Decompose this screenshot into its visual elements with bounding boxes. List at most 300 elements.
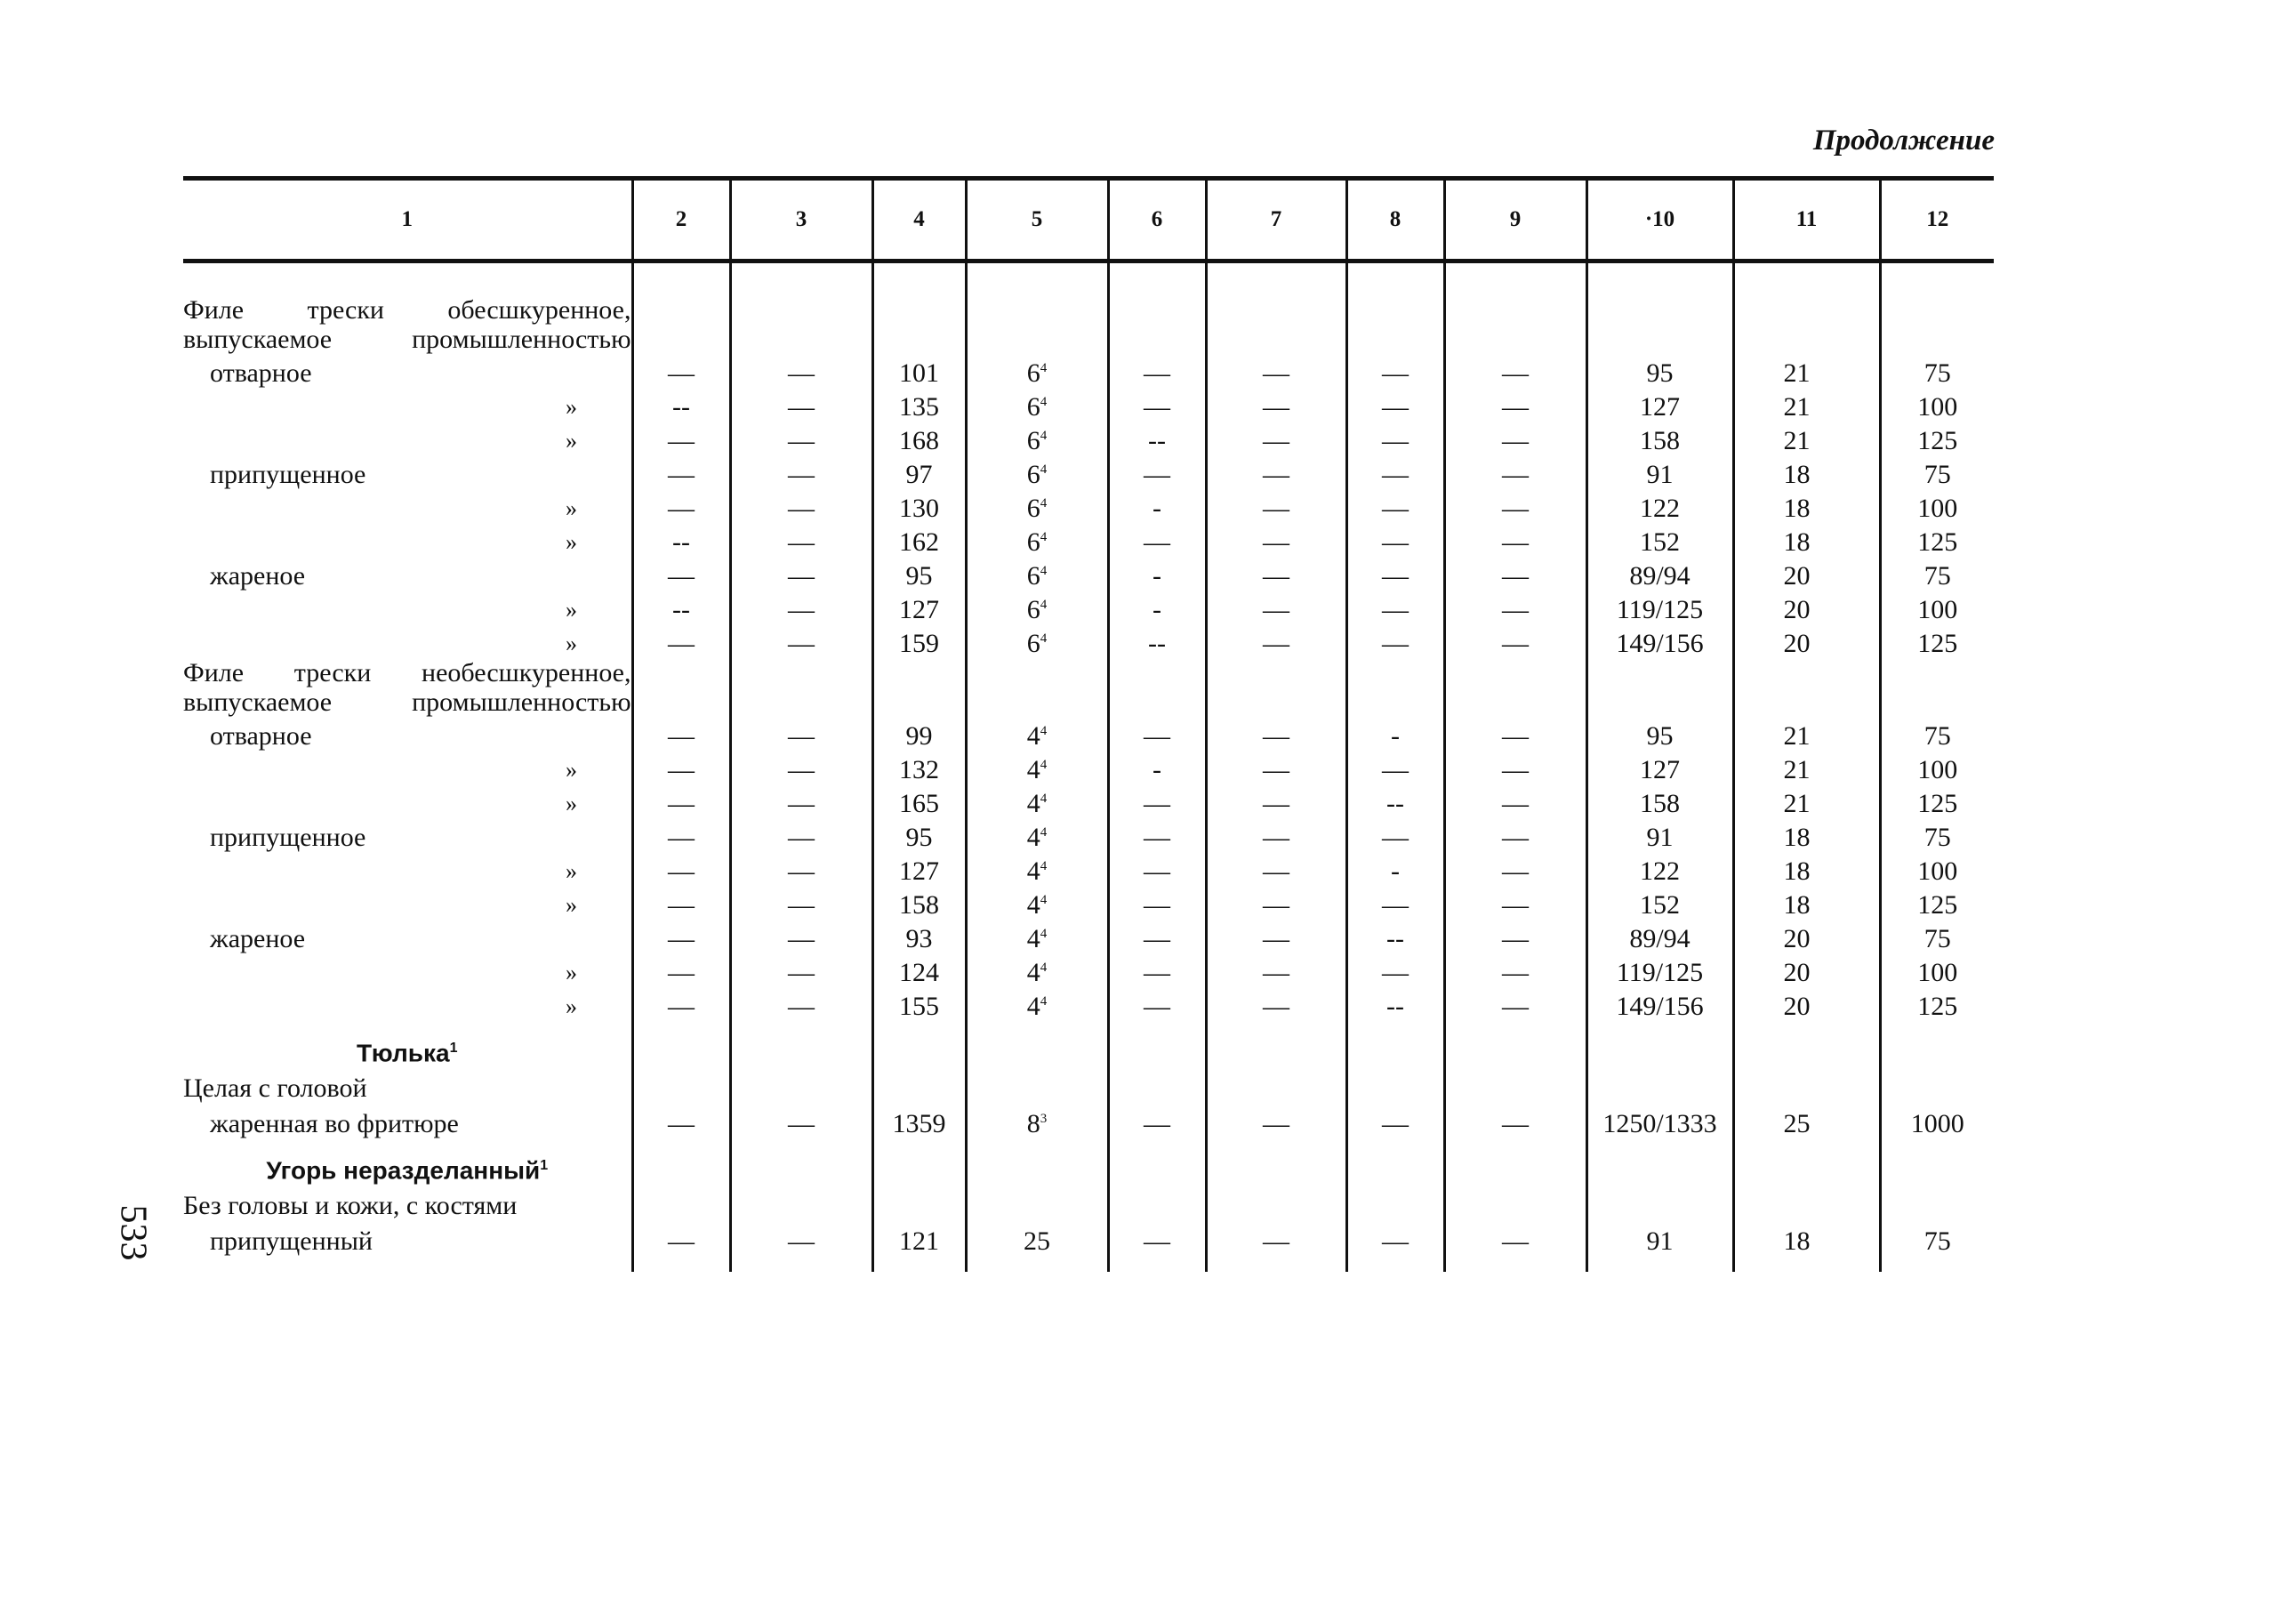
cell-col-12: 125 (1880, 987, 1994, 1021)
column-header-5: 5 (966, 179, 1108, 261)
column-header-4: 4 (872, 179, 966, 261)
cell-col-3: — (730, 1220, 872, 1272)
table-row (183, 818, 1994, 852)
spacer-cell (183, 261, 632, 296)
cell-col-8: — (1346, 1103, 1444, 1138)
cell-col-11: 20 (1733, 953, 1880, 987)
cell-col-6: -- (1108, 422, 1206, 455)
cell-col-4 (872, 1138, 966, 1185)
cell-col-2 (632, 295, 730, 354)
cell-col-6: — (1108, 455, 1206, 489)
cell-col-5: $6^4$ (966, 422, 1108, 455)
table-body (183, 261, 1994, 1273)
cell-col-12: 125 (1880, 886, 1994, 920)
cell-col-11 (1733, 1138, 1880, 1185)
cell-col-2 (632, 1067, 730, 1103)
cell-col-6 (1108, 1138, 1206, 1185)
cell-col-3: — (730, 591, 872, 624)
cell-col-3 (730, 1138, 872, 1185)
row-label: жаренная во фритюре (210, 1109, 459, 1138)
cell-col-5: $4^4$ (966, 920, 1108, 953)
cell-col-2 (632, 658, 730, 717)
header-row (183, 179, 1994, 261)
cell-col-11: 18 (1733, 818, 1880, 852)
cell-col-11: 18 (1733, 1220, 1880, 1272)
row-label: Филе трески обесшкуренное, выпускаемое промышленностью (183, 295, 631, 354)
cell-col-5: $4^4$ (966, 886, 1108, 920)
cell-col-2: — (632, 1220, 730, 1272)
cell-col-11: 20 (1733, 920, 1880, 953)
cell-col-5: $4^4$ (966, 717, 1108, 751)
cell-col-8: — (1346, 489, 1444, 523)
cell-col-8: - (1346, 717, 1444, 751)
cell-col-10: 1250/1333 (1586, 1103, 1733, 1138)
cell-col-6: -- (1108, 624, 1206, 658)
spacer-cell (730, 261, 872, 296)
cell-col-8 (1346, 295, 1444, 354)
column-header-12: 12 (1880, 179, 1994, 261)
cell-col-11: 18 (1733, 886, 1880, 920)
cell-col-5: $4^4$ (966, 751, 1108, 784)
cell-col-6: — (1108, 717, 1206, 751)
cell-col-2: — (632, 751, 730, 784)
cell-col-5: $6^4$ (966, 388, 1108, 422)
cell-col-2: — (632, 717, 730, 751)
cell-col-3: — (730, 751, 872, 784)
cell-col-12 (1880, 1067, 1994, 1103)
table-row (183, 1220, 1994, 1272)
cell-col-8 (1346, 1138, 1444, 1185)
cell-col-4: 158 (872, 886, 966, 920)
cell-col-6 (1108, 1021, 1206, 1067)
row-label: » (566, 757, 577, 783)
cell-col-11 (1733, 1067, 1880, 1103)
cell-col-7: — (1206, 523, 1346, 557)
row-label: отварное (210, 721, 312, 751)
cell-col-7: — (1206, 852, 1346, 886)
table-row (183, 557, 1994, 591)
cell-col-4: 168 (872, 422, 966, 455)
cell-col-12 (1880, 1185, 1994, 1220)
cell-col-4: 121 (872, 1220, 966, 1272)
row-label: припущенное (210, 460, 366, 489)
cell-col-4: 95 (872, 557, 966, 591)
cell-col-8: — (1346, 455, 1444, 489)
cell-col-2: — (632, 818, 730, 852)
row-label: Филе трески необесшкуренное, выпускаемое промышленностью (183, 658, 631, 717)
cell-col-9: — (1444, 1220, 1586, 1272)
cell-col-10: 158 (1586, 422, 1733, 455)
cell-col-5: $4^4$ (966, 818, 1108, 852)
cell-col-6: — (1108, 388, 1206, 422)
cell-col-11: 20 (1733, 987, 1880, 1021)
cell-col-7 (1206, 658, 1346, 717)
cell-col-11: 21 (1733, 751, 1880, 784)
section-title: Тюлька$^1$ (357, 1039, 458, 1066)
spacer-cell (1586, 261, 1733, 296)
cell-col-7 (1206, 1067, 1346, 1103)
cell-col-10: 152 (1586, 886, 1733, 920)
cell-col-3 (730, 658, 872, 717)
table-row (183, 591, 1994, 624)
cell-col-3: — (730, 455, 872, 489)
column-header-7: 7 (1206, 179, 1346, 261)
cell-col-5: $6^4$ (966, 523, 1108, 557)
section-title: Угорь неразделанный$^1$ (266, 1156, 549, 1184)
cell-col-3: — (730, 1103, 872, 1138)
cell-col-4: 99 (872, 717, 966, 751)
row-label: » (566, 495, 577, 521)
cell-col-12: 1000 (1880, 1103, 1994, 1138)
cell-col-9 (1444, 1021, 1586, 1067)
cell-col-7: — (1206, 354, 1346, 388)
column-header-8: 8 (1346, 179, 1444, 261)
cell-col-6: - (1108, 557, 1206, 591)
table-row (183, 1185, 1994, 1220)
cell-col-10 (1586, 658, 1733, 717)
column-header-6: 6 (1108, 179, 1206, 261)
cell-col-11: 20 (1733, 624, 1880, 658)
cell-col-3 (730, 1067, 872, 1103)
row-label: припущенное (210, 823, 366, 852)
table-row (183, 624, 1994, 658)
cell-col-4: 95 (872, 818, 966, 852)
row-label: » (566, 892, 577, 918)
cell-col-2: — (632, 987, 730, 1021)
cell-col-10: 158 (1586, 784, 1733, 818)
cell-col-6: — (1108, 953, 1206, 987)
cell-col-6: - (1108, 489, 1206, 523)
cell-col-8: — (1346, 388, 1444, 422)
cell-col-7 (1206, 295, 1346, 354)
cell-col-8: - (1346, 852, 1444, 886)
cell-col-10: 119/125 (1586, 953, 1733, 987)
cell-col-4 (872, 1021, 966, 1067)
cell-col-10: 91 (1586, 818, 1733, 852)
cell-col-8: — (1346, 523, 1444, 557)
cell-col-10: 122 (1586, 852, 1733, 886)
cell-col-12 (1880, 1138, 1994, 1185)
table-row (183, 920, 1994, 953)
cell-col-10: 127 (1586, 388, 1733, 422)
cell-col-8: -- (1346, 920, 1444, 953)
cell-col-3: — (730, 354, 872, 388)
cell-col-5 (966, 1021, 1108, 1067)
cell-col-11: 21 (1733, 784, 1880, 818)
cell-col-5: $4^4$ (966, 987, 1108, 1021)
cell-col-7: — (1206, 624, 1346, 658)
cell-col-10: 91 (1586, 455, 1733, 489)
cell-col-4: 127 (872, 852, 966, 886)
cell-col-9: — (1444, 388, 1586, 422)
cell-col-6: — (1108, 523, 1206, 557)
cell-col-8: — (1346, 422, 1444, 455)
spacer-cell (1444, 261, 1586, 296)
row-label: Без головы и кожи, с костями (183, 1191, 518, 1220)
cell-col-2: — (632, 354, 730, 388)
cell-col-11: 20 (1733, 557, 1880, 591)
cell-col-3 (730, 295, 872, 354)
row-label: Целая с головой (183, 1073, 367, 1103)
cell-col-9: — (1444, 489, 1586, 523)
cell-col-5: $4^4$ (966, 953, 1108, 987)
cell-col-6: - (1108, 591, 1206, 624)
cell-col-9 (1444, 1185, 1586, 1220)
cell-col-3: — (730, 784, 872, 818)
cell-col-3: — (730, 557, 872, 591)
cell-col-6: — (1108, 784, 1206, 818)
cell-col-6: — (1108, 920, 1206, 953)
cell-col-2 (632, 1138, 730, 1185)
cell-col-2: -- (632, 591, 730, 624)
cell-col-7: — (1206, 455, 1346, 489)
cell-col-11 (1733, 295, 1880, 354)
cell-col-5: $6^4$ (966, 557, 1108, 591)
cell-col-10 (1586, 295, 1733, 354)
cell-col-10 (1586, 1185, 1733, 1220)
nutrition-table (183, 176, 1994, 1272)
cell-col-3 (730, 1021, 872, 1067)
cell-col-2: — (632, 422, 730, 455)
table-row (183, 852, 1994, 886)
cell-col-6: — (1108, 886, 1206, 920)
row-label: отварное (210, 358, 312, 388)
table-row (183, 388, 1994, 422)
column-header-9: 9 (1444, 179, 1586, 261)
cell-col-9: — (1444, 886, 1586, 920)
cell-col-5: $4^4$ (966, 852, 1108, 886)
row-label: » (566, 993, 577, 1019)
cell-col-7: — (1206, 557, 1346, 591)
cell-col-8: — (1346, 624, 1444, 658)
cell-col-6 (1108, 1067, 1206, 1103)
spacer-cell (1108, 261, 1206, 296)
cell-col-7: — (1206, 422, 1346, 455)
cell-col-11 (1733, 1021, 1880, 1067)
cell-col-4: 135 (872, 388, 966, 422)
table-row (183, 489, 1994, 523)
spacer-row (183, 261, 1994, 296)
cell-col-8: — (1346, 591, 1444, 624)
cell-col-10 (1586, 1138, 1733, 1185)
cell-col-8 (1346, 1067, 1444, 1103)
cell-col-5: $6^4$ (966, 455, 1108, 489)
row-label: жареное (210, 924, 306, 953)
cell-col-12 (1880, 658, 1994, 717)
cell-col-2: -- (632, 388, 730, 422)
table-row (183, 295, 1994, 354)
cell-col-12: 125 (1880, 784, 1994, 818)
cell-col-9: — (1444, 717, 1586, 751)
cell-col-7: — (1206, 717, 1346, 751)
row-label: » (566, 960, 577, 985)
column-header-3: 3 (730, 179, 872, 261)
cell-col-3: — (730, 422, 872, 455)
cell-col-8: — (1346, 557, 1444, 591)
cell-col-6 (1108, 658, 1206, 717)
cell-col-11: 21 (1733, 354, 1880, 388)
cell-col-3: — (730, 953, 872, 987)
cell-col-6: — (1108, 818, 1206, 852)
cell-col-11: 21 (1733, 422, 1880, 455)
cell-col-11: 21 (1733, 717, 1880, 751)
spacer-cell (1206, 261, 1346, 296)
cell-col-9: — (1444, 818, 1586, 852)
cell-col-5: $6^4$ (966, 591, 1108, 624)
cell-col-7: — (1206, 1220, 1346, 1272)
cell-col-12: 100 (1880, 591, 1994, 624)
cell-col-8: — (1346, 1220, 1444, 1272)
column-header-10: ·10 (1586, 179, 1733, 261)
cell-col-4: 127 (872, 591, 966, 624)
cell-col-11: 18 (1733, 523, 1880, 557)
table-row (183, 455, 1994, 489)
cell-col-9: — (1444, 784, 1586, 818)
cell-col-5: $8^3$ (966, 1103, 1108, 1138)
table-row (183, 523, 1994, 557)
cell-col-10: 95 (1586, 717, 1733, 751)
cell-col-7: — (1206, 953, 1346, 987)
cell-col-9 (1444, 1138, 1586, 1185)
cell-col-12 (1880, 295, 1994, 354)
table-row (183, 1103, 1994, 1138)
cell-col-4: 93 (872, 920, 966, 953)
table-row (183, 953, 1994, 987)
cell-col-9: — (1444, 624, 1586, 658)
cell-col-9: — (1444, 920, 1586, 953)
cell-col-10: 95 (1586, 354, 1733, 388)
cell-col-3: — (730, 523, 872, 557)
cell-col-4: 165 (872, 784, 966, 818)
cell-col-11: 18 (1733, 455, 1880, 489)
cell-col-7: — (1206, 489, 1346, 523)
cell-col-8: -- (1346, 784, 1444, 818)
cell-col-10: 149/156 (1586, 987, 1733, 1021)
cell-col-12: 100 (1880, 751, 1994, 784)
section-row (183, 1021, 1994, 1067)
cell-col-10: 149/156 (1586, 624, 1733, 658)
row-label: » (566, 394, 577, 420)
row-label: » (566, 631, 577, 656)
cell-col-4 (872, 658, 966, 717)
cell-col-10: 119/125 (1586, 591, 1733, 624)
cell-col-10: 89/94 (1586, 557, 1733, 591)
cell-col-6: — (1108, 1220, 1206, 1272)
cell-col-2: — (632, 489, 730, 523)
cell-col-3: — (730, 717, 872, 751)
cell-col-8: — (1346, 886, 1444, 920)
cell-col-4 (872, 295, 966, 354)
cell-col-12: 125 (1880, 422, 1994, 455)
cell-col-7: — (1206, 591, 1346, 624)
cell-col-12: 100 (1880, 388, 1994, 422)
cell-col-7: — (1206, 388, 1346, 422)
cell-col-6: - (1108, 751, 1206, 784)
row-label: » (566, 428, 577, 454)
cell-col-11: 20 (1733, 591, 1880, 624)
row-label: » (566, 597, 577, 623)
table-row (183, 1067, 1994, 1103)
cell-col-7: — (1206, 818, 1346, 852)
cell-col-10: 89/94 (1586, 920, 1733, 953)
table-row (183, 354, 1994, 388)
cell-col-12: 100 (1880, 953, 1994, 987)
cell-col-6 (1108, 295, 1206, 354)
cell-col-3: — (730, 818, 872, 852)
cell-col-3: — (730, 489, 872, 523)
cell-col-9: — (1444, 557, 1586, 591)
section-row (183, 1138, 1994, 1185)
continuation-label: Продолжение (1812, 125, 1995, 157)
cell-col-8: — (1346, 818, 1444, 852)
cell-col-2: -- (632, 523, 730, 557)
cell-col-9: — (1444, 523, 1586, 557)
nutrition-table-wrapper (183, 176, 1994, 1272)
cell-col-5: 25 (966, 1220, 1108, 1272)
table-row (183, 658, 1994, 717)
cell-col-5: $6^4$ (966, 624, 1108, 658)
cell-col-5 (966, 1138, 1108, 1185)
cell-col-10: 152 (1586, 523, 1733, 557)
cell-col-12: 75 (1880, 455, 1994, 489)
cell-col-11 (1733, 658, 1880, 717)
cell-col-9: — (1444, 422, 1586, 455)
cell-col-9: — (1444, 953, 1586, 987)
cell-col-2: — (632, 920, 730, 953)
spacer-cell (966, 261, 1108, 296)
column-header-11: 11 (1733, 179, 1880, 261)
cell-col-4: 97 (872, 455, 966, 489)
cell-col-8 (1346, 1021, 1444, 1067)
row-label: припущенный (210, 1226, 373, 1256)
cell-col-11 (1733, 1185, 1880, 1220)
column-header-2: 2 (632, 179, 730, 261)
cell-col-4: 124 (872, 953, 966, 987)
cell-col-3: — (730, 987, 872, 1021)
cell-col-3: — (730, 886, 872, 920)
table-row (183, 784, 1994, 818)
cell-col-9 (1444, 1067, 1586, 1103)
cell-col-4: 132 (872, 751, 966, 784)
cell-col-9: — (1444, 987, 1586, 1021)
cell-col-4: 155 (872, 987, 966, 1021)
cell-col-12: 75 (1880, 1220, 1994, 1272)
cell-col-10: 91 (1586, 1220, 1733, 1272)
cell-col-7 (1206, 1138, 1346, 1185)
cell-col-9: — (1444, 354, 1586, 388)
cell-col-7: — (1206, 784, 1346, 818)
cell-col-7: — (1206, 987, 1346, 1021)
cell-col-10: 122 (1586, 489, 1733, 523)
cell-col-2: — (632, 886, 730, 920)
cell-col-7: — (1206, 1103, 1346, 1138)
cell-col-3 (730, 1185, 872, 1220)
cell-col-8: -- (1346, 987, 1444, 1021)
cell-col-11: 18 (1733, 489, 1880, 523)
cell-col-4 (872, 1185, 966, 1220)
cell-col-11: 21 (1733, 388, 1880, 422)
cell-col-12: 75 (1880, 717, 1994, 751)
cell-col-10: 127 (1586, 751, 1733, 784)
row-label: » (566, 791, 577, 816)
cell-col-12: 125 (1880, 624, 1994, 658)
cell-col-6 (1108, 1185, 1206, 1220)
cell-col-5 (966, 295, 1108, 354)
cell-col-12: 75 (1880, 818, 1994, 852)
spacer-cell (1880, 261, 1994, 296)
spacer-cell (1346, 261, 1444, 296)
cell-col-12: 75 (1880, 920, 1994, 953)
